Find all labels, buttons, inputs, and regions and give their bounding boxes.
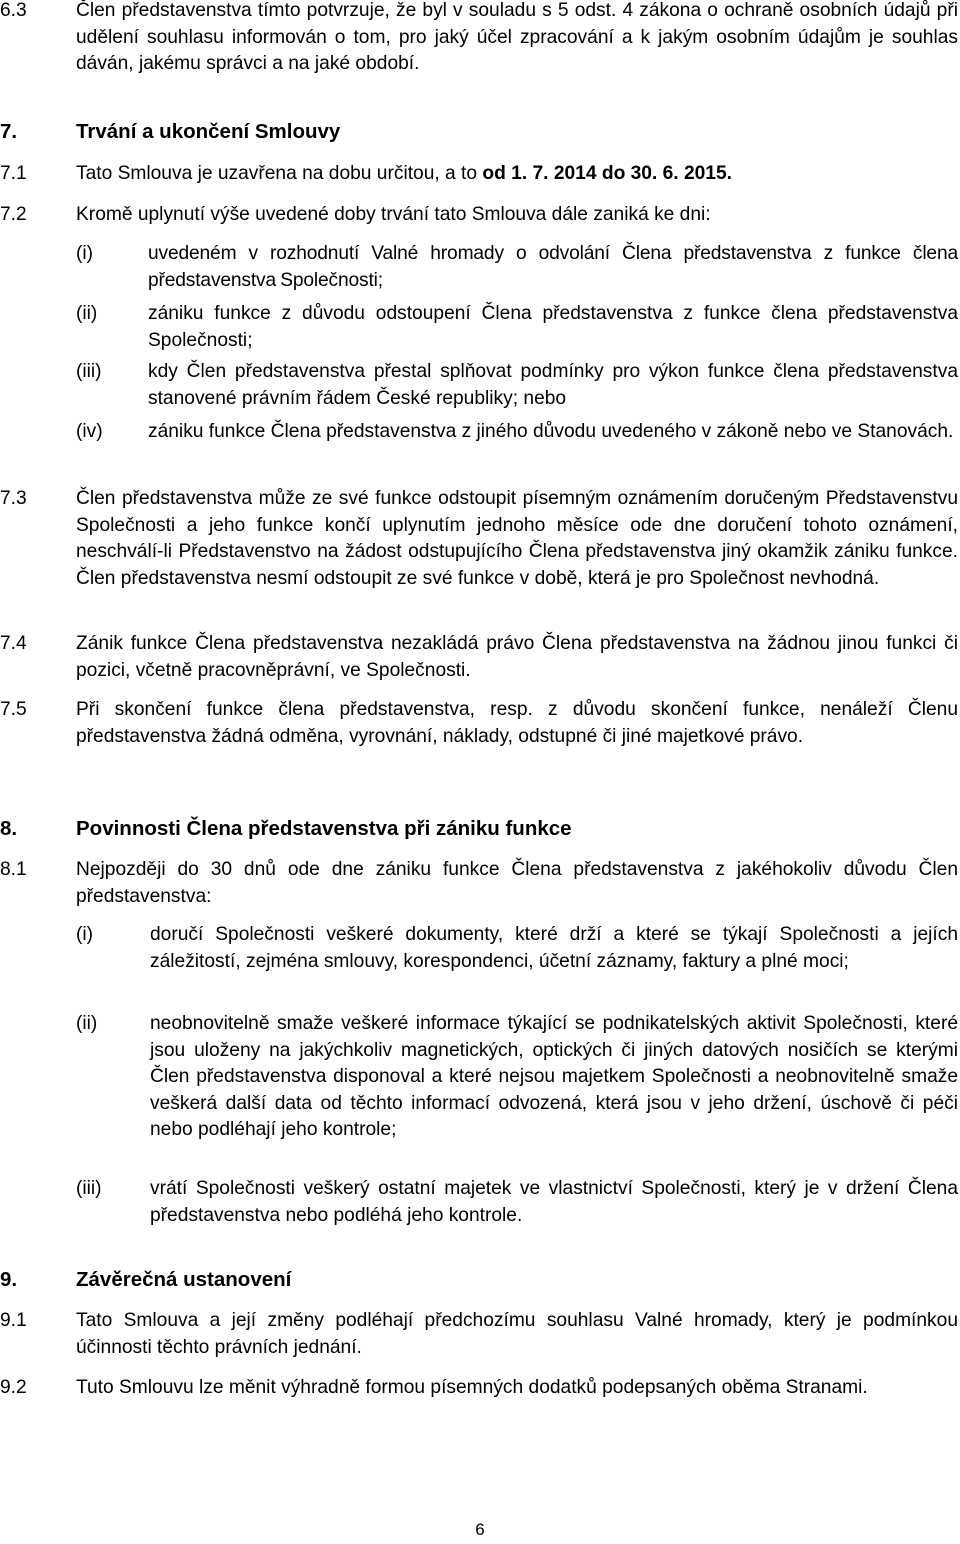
clause-9-2: [0, 1375, 958, 1402]
list-item-number: (iii): [76, 1178, 102, 1199]
clause-7-3: [0, 486, 958, 592]
clause-text: Člen představenstva tímto potvrzuje, že byl v souladu s 5 odst. 4 zákona o ochraně osobních údajů při udělení souhlasu informován o tom, pro jaký účel zpracování a k jakým osobním údajům je souhlas dáván, jakému správci a na jaké období.: [76, 0, 958, 74]
clause-number: 7.2: [0, 204, 27, 225]
list-item-text: zániku funkce z důvodu odstoupení Člena představenstva z funkce člena představenstva Společnosti;: [148, 303, 958, 351]
list-item: [76, 241, 958, 301]
clause-text: Nejpozději do 30 dnů ode dne zániku funkce Člena představenstva z jakéhokoliv důvodu Člen představenstva:: [76, 859, 958, 907]
clause-text: Zánik funkce Člena představenstva nezakládá právo Člena představenstva na žádnou jinou funkci či pozici, včetně pracovněprávní, ve Společnosti.: [76, 633, 958, 681]
list-item-text: zániku funkce Člena představenstva z jiného důvodu uvedeného v zákoně nebo ve Stanovách.: [148, 421, 954, 442]
clause-number: 7.4: [0, 633, 27, 654]
clause-text: Člen představenstva může ze své funkce odstoupit písemným oznámením doručeným Představenstvu Společnosti a jeho funkce končí uplynutím jednoho měsíce ode dne doručení tohoto oznámení, neschválí-li Představenstvo na žádost odstupujícího Člena představenstva jiný okamžik zániku funkce. Člen představenstva nesmí odstoupit ze své funkce v době, která je pro Společnost nevhodná.: [76, 488, 958, 589]
list-item-text: uvedeném v rozhodnutí Valné hromady o odvolání Člena představenstva z funkce člena představenstva Společnosti;: [148, 243, 958, 291]
clause-7-5: [0, 697, 958, 750]
clause-number: 7.3: [0, 488, 27, 509]
clause-text: Kromě uplynutí výše uvedené doby trvání tato Smlouva dále zaniká ke dni:: [76, 204, 711, 225]
clause-number: 7.5: [0, 699, 27, 720]
list-item-text: neobnovitelně smaže veškeré informace týkající se podnikatelských aktivit Společnosti, které jsou uloženy na jakýchkoliv magnetických, optických či jiných datových nosičích se kterými Člen představenstva disponoval a které nejsou majetkem Společnosti a neobnovitelně smaže veškerá další data od těchto informací odvozená, která jsou v jeho držení, úschově či péči nebo podléhají jeho kontrole;: [150, 1013, 958, 1140]
clause-8-1: [0, 857, 958, 910]
list-item: [76, 922, 958, 1011]
clause-7-4: [0, 631, 958, 684]
list-item-number: (ii): [76, 303, 98, 324]
contract-term-dates: od 1. 7. 2014 do 30. 6. 2015.: [482, 163, 732, 184]
clause-text: [76, 161, 958, 188]
list-item-text: kdy Člen představenstva přestal splňovat podmínky pro výkon funkce člena představenstva stanovené právním řádem České republiky; nebo: [148, 361, 958, 409]
list-item-number: (i): [76, 924, 94, 945]
section-title: Závěrečná ustanovení: [76, 1268, 292, 1291]
section-9-heading: [0, 1267, 958, 1294]
section-number: 8.: [0, 817, 18, 840]
list-item: [76, 1011, 958, 1176]
section-7-heading: [0, 119, 958, 146]
clause-number: 6.3: [0, 0, 27, 21]
clause-7-1: [0, 161, 958, 188]
section-title: Povinnosti Člena představenstva při zániku funkce: [76, 817, 572, 840]
clause-number: 9.2: [0, 1377, 27, 1398]
list-item: [76, 359, 958, 419]
section-number: 9.: [0, 1268, 18, 1291]
clause-9-1: [0, 1308, 958, 1361]
list-item-number: (iv): [76, 421, 103, 442]
list-item-number: (i): [76, 243, 94, 264]
list-item: [76, 419, 958, 446]
list-item-text: doručí Společnosti veškeré dokumenty, které drží a které se týkají Společnosti a jejích záležitostí, zejména smlouvy, korespondenci, účetní záznamy, faktury a plné moci;: [150, 924, 958, 972]
clause-6-3: [0, 0, 958, 78]
list-item-number: (iii): [76, 361, 102, 382]
clause-8-1-list: [76, 922, 958, 1229]
clause-7-2: [0, 202, 958, 229]
clause-text: Tuto Smlouvu lze měnit výhradně formou písemných dodatků podepsaných oběma Stranami.: [76, 1377, 868, 1398]
clause-number: 7.1: [0, 163, 27, 184]
list-item-text: vrátí Společnosti veškerý ostatní majetek ve vlastnictví Společnosti, který je v držení Člena představenstva nebo podléhá jeho kontrole.: [150, 1178, 958, 1226]
section-number: 7.: [0, 120, 18, 143]
list-item: [76, 301, 958, 359]
section-title: Trvání a ukončení Smlouvy: [76, 120, 341, 143]
clause-number: 9.1: [0, 1310, 27, 1331]
section-8-heading: [0, 816, 958, 843]
clause-text: Tato Smlouva a její změny podléhají předchozímu souhlasu Valné hromady, který je podmínkou účinnosti těchto právních jednání.: [76, 1310, 958, 1358]
list-item-number: (ii): [76, 1013, 98, 1034]
clause-text: Při skončení funkce člena představenstva, resp. z důvodu skončení funkce, nenáleží Členu představenstva žádná odměna, vyrovnání, náklady, odstupné či jiné majetkové právo.: [76, 699, 958, 747]
clause-text-plain: Tato Smlouva je uzavřena na dobu určitou, a to: [76, 163, 483, 184]
clause-number: 8.1: [0, 859, 27, 880]
list-item: [76, 1176, 958, 1229]
page-number: 6: [475, 1520, 485, 1539]
clause-7-2-list: [76, 241, 958, 446]
